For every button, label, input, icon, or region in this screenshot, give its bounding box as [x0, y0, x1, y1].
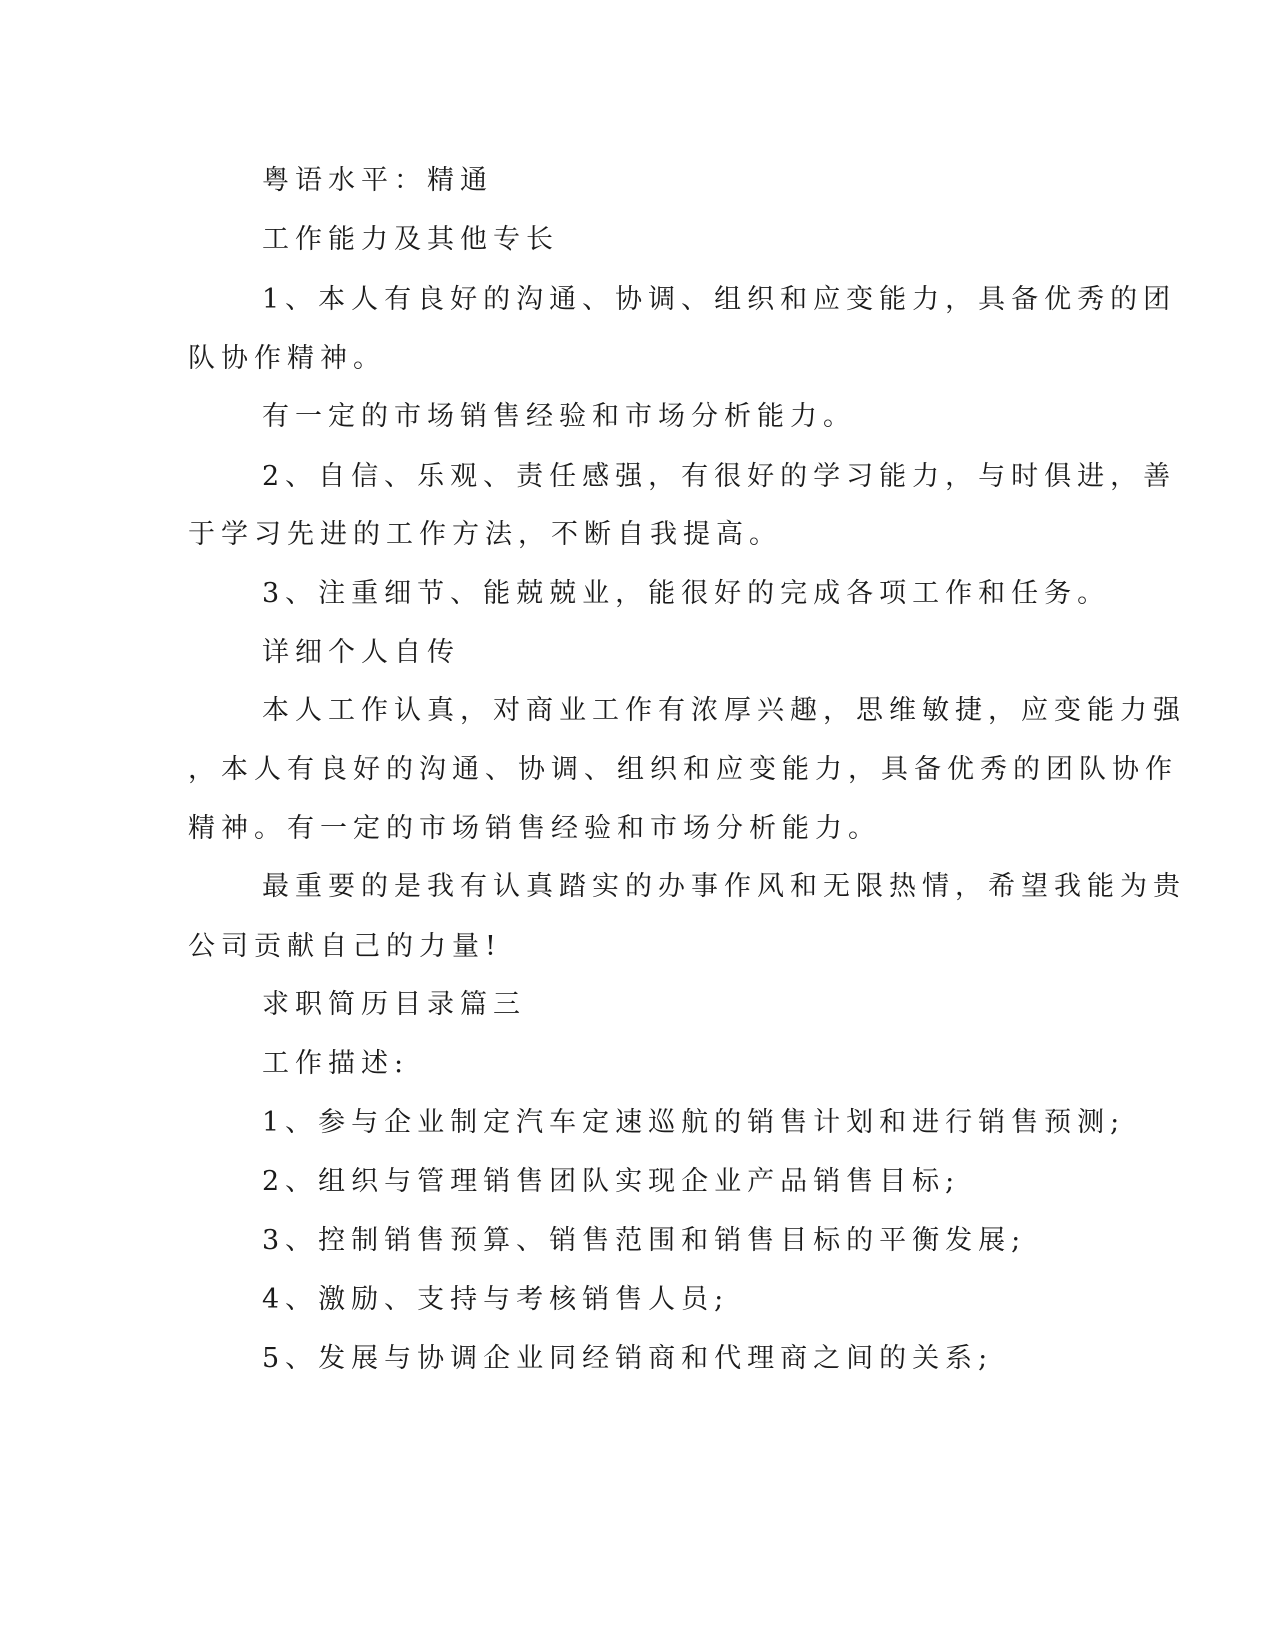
text-line: 公司贡献自己的力量!	[188, 931, 502, 962]
text-line: ，本人有良好的沟通、协调、组织和应变能力，具备优秀的团队协作	[188, 754, 1178, 785]
section-heading: 工作描述:	[262, 1048, 410, 1079]
section-heading: 工作能力及其他专长	[262, 224, 559, 255]
list-item: 5、发展与协调企业同经销商和代理商之间的关系;	[262, 1343, 994, 1374]
text-line: 本人工作认真，对商业工作有浓厚兴趣，思维敏捷，应变能力强	[262, 695, 1186, 726]
list-item: 4、激励、支持与考核销售人员;	[262, 1284, 730, 1315]
list-item: 2、组织与管理销售团队实现企业产品销售目标;	[262, 1166, 961, 1197]
text-line: 精神。有一定的市场销售经验和市场分析能力。	[188, 813, 881, 844]
text-line: 于学习先进的工作方法，不断自我提高。	[188, 519, 782, 550]
text-line: 粤语水平：精通	[262, 165, 493, 196]
text-line: 3、注重细节、能兢兢业，能很好的完成各项工作和任务。	[262, 578, 1111, 609]
text-line: 队协作精神。	[188, 343, 386, 374]
text-line: 有一定的市场销售经验和市场分析能力。	[262, 401, 856, 432]
text-line: 最重要的是我有认真踏实的办事作风和无限热情，希望我能为贵	[262, 871, 1186, 902]
text-line: 1、本人有良好的沟通、协调、组织和应变能力，具备优秀的团	[262, 284, 1177, 315]
section-heading: 详细个人自传	[262, 637, 460, 668]
text-line: 2、自信、乐观、责任感强，有很好的学习能力，与时俱进，善	[262, 461, 1177, 492]
list-item: 3、控制销售预算、销售范围和销售目标的平衡发展;	[262, 1225, 1027, 1256]
list-item: 1、参与企业制定汽车定速巡航的销售计划和进行销售预测;	[262, 1107, 1126, 1138]
section-heading: 求职简历目录篇三	[262, 989, 526, 1020]
